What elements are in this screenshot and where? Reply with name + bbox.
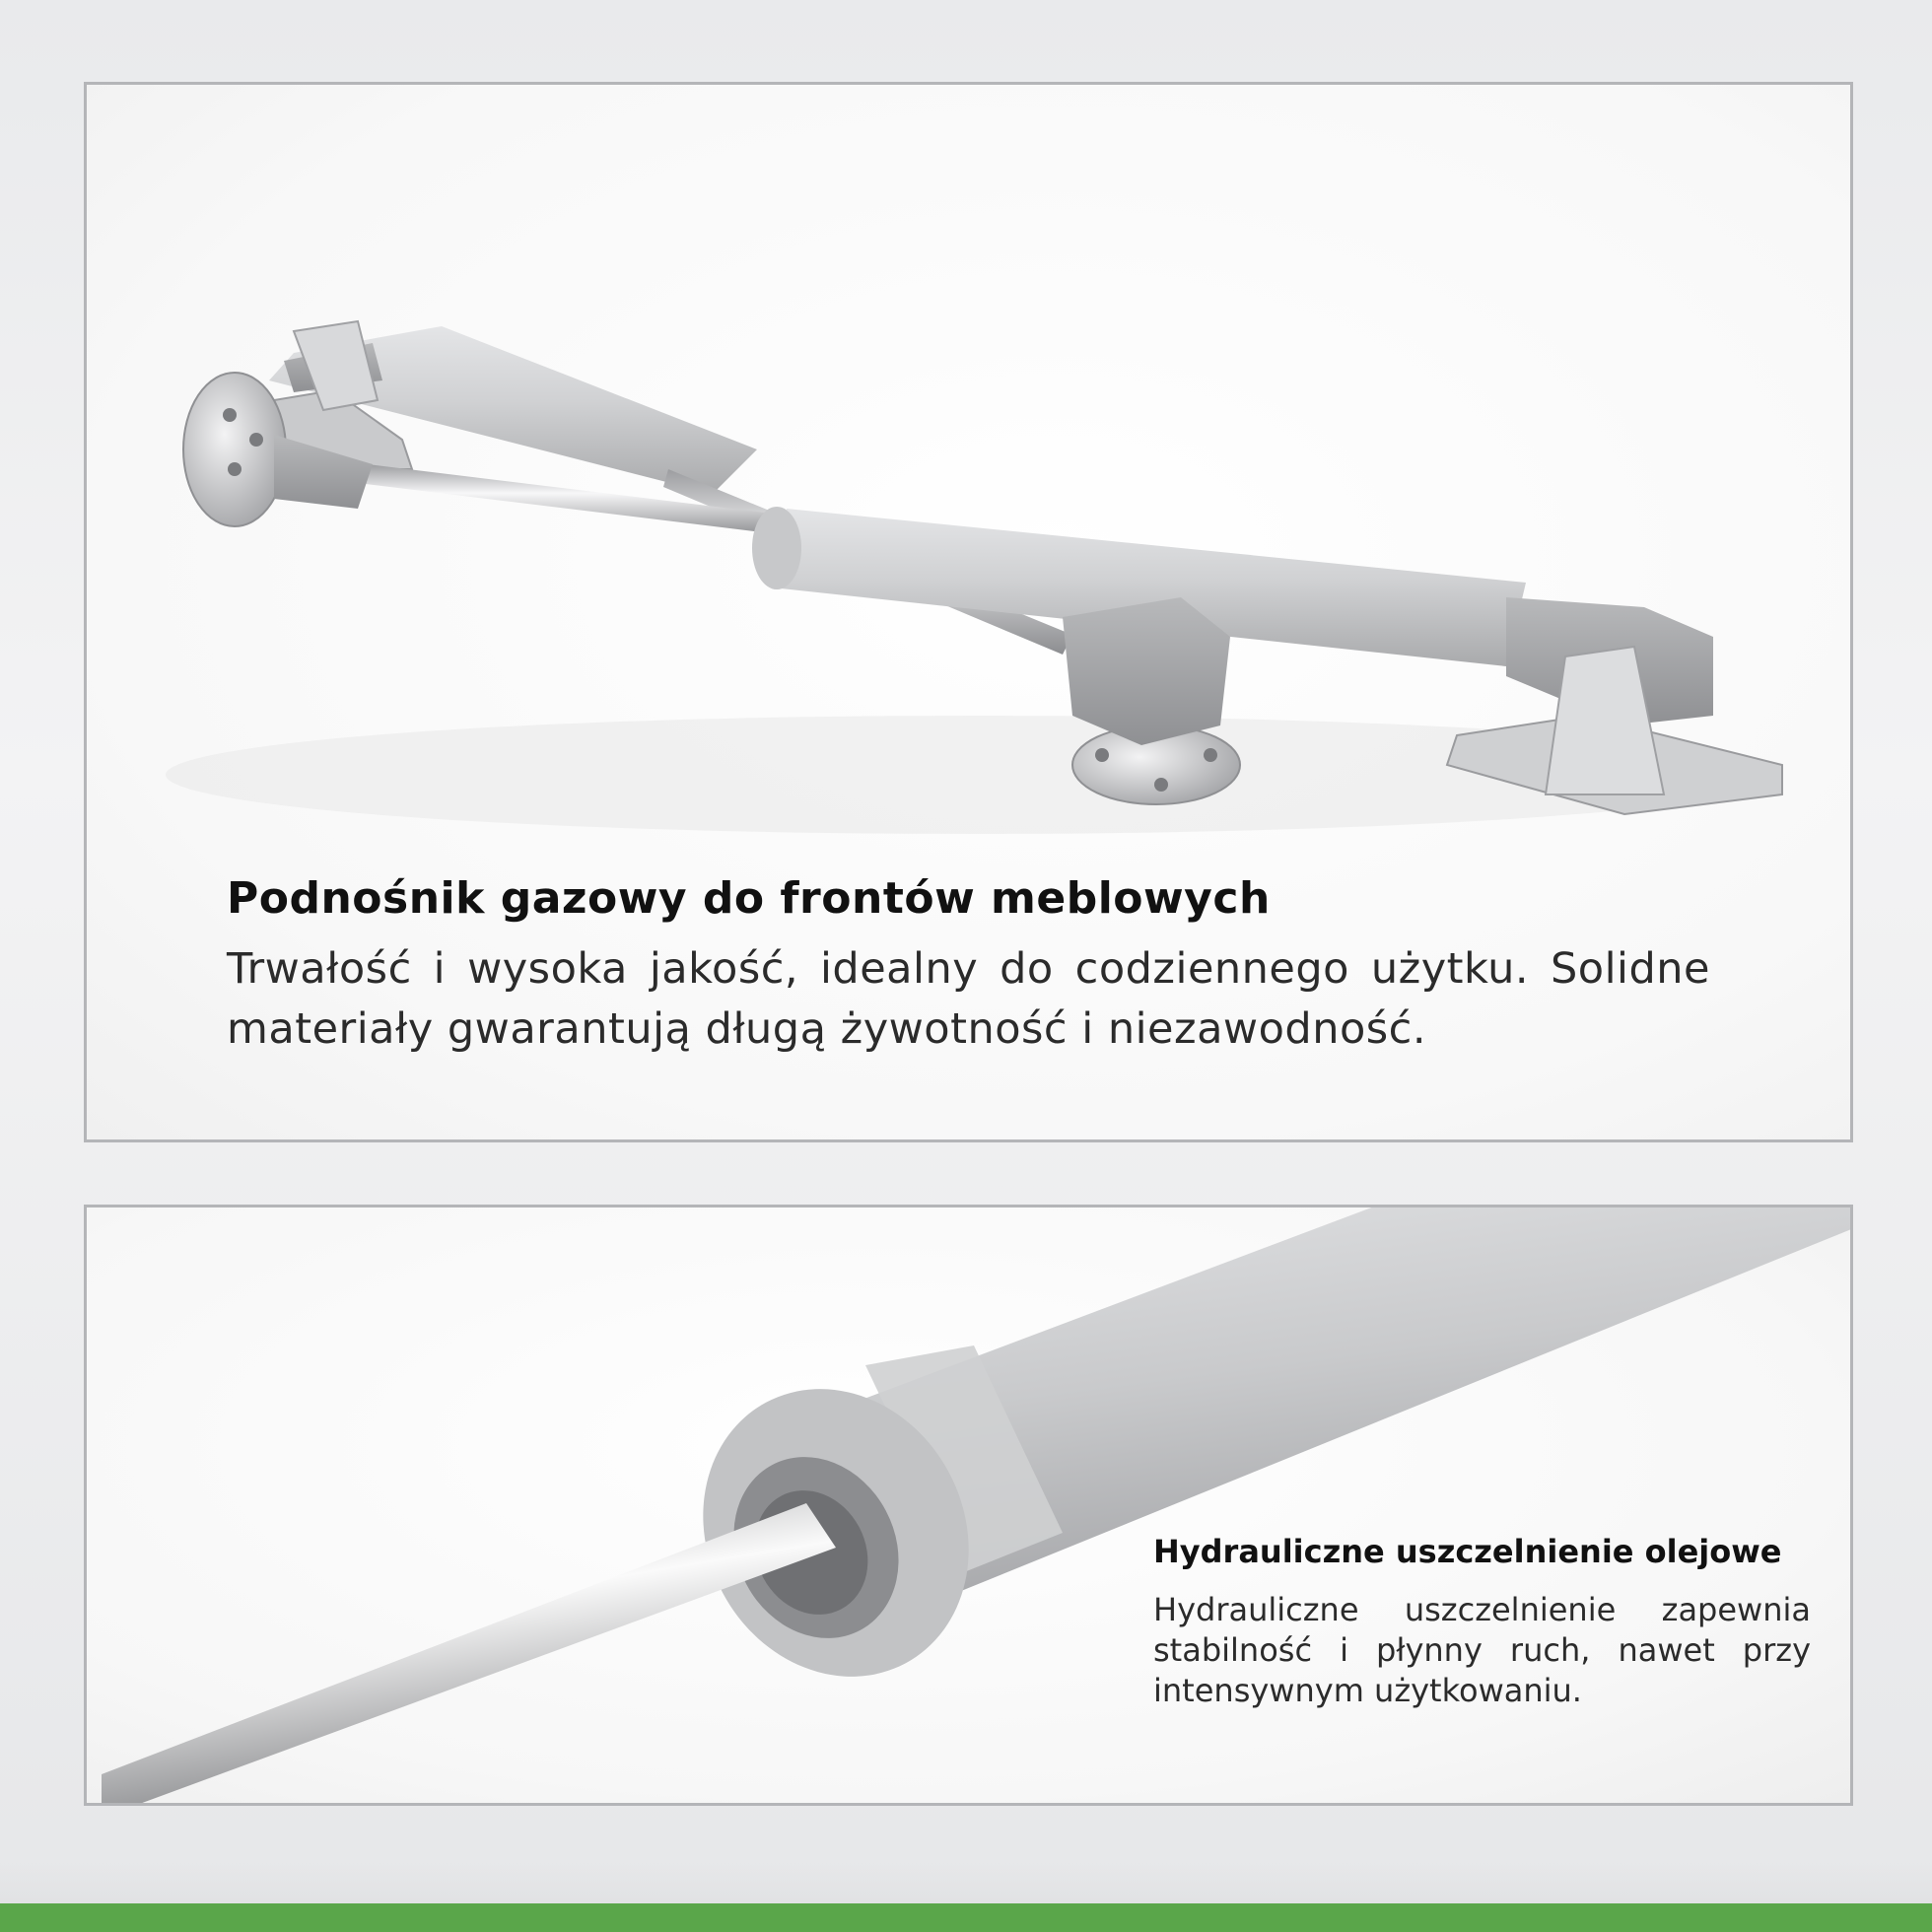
product-panel-bottom [84, 1205, 1853, 1806]
brand-accent-bar [0, 1903, 1932, 1932]
product-description: Trwałość i wysoka jakość, idealny do codziennego użytku. Solidne materiały gwarantują długą żywotność i niezawodność. [227, 943, 1710, 1054]
top-text-block [227, 873, 1710, 1060]
bottom-text-block [1153, 1533, 1811, 1711]
product-panel-top [84, 82, 1853, 1142]
product-title: Podnośnik gazowy do frontów meblowych [227, 873, 1271, 924]
bottom-fade [0, 1863, 1932, 1903]
feature-description: Hydrauliczne uszczelnienie zapewnia stabilność i płynny ruch, nawet przy intensywnym użytkowaniu. [1153, 1591, 1811, 1710]
feature-title: Hydrauliczne uszczelnienie olejowe [1153, 1533, 1782, 1570]
gas-strut-closeup-image [87, 1208, 1853, 1806]
center-mount [1063, 597, 1240, 804]
